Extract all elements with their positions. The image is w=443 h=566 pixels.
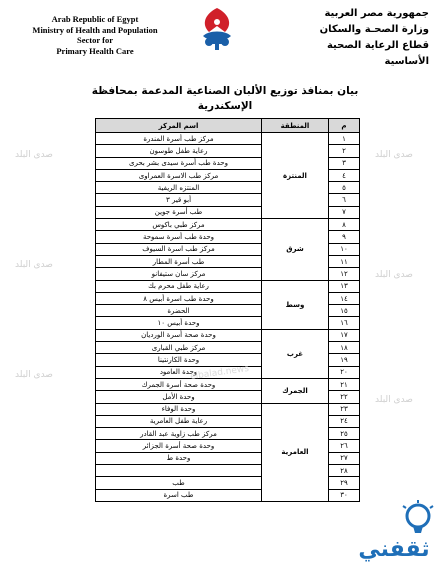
row-number-cell: ٢٦ — [329, 440, 360, 452]
center-name-cell: مركز سان ستيفانو — [96, 268, 262, 280]
row-number-cell: ١٣ — [329, 280, 360, 292]
center-name-cell: وحدة صحة أسرة الورديان — [96, 329, 262, 341]
header-region: المنطقة — [262, 119, 329, 133]
ministry-ar-line: وزارة الصحـة والسكان — [319, 24, 429, 35]
ministry-arabic-block — [289, 6, 429, 70]
center-name-cell: مركز طب زاوية عبد القادر — [96, 428, 262, 440]
row-number-cell: ٢٣ — [329, 403, 360, 415]
row-number-cell: ٢٢ — [329, 391, 360, 403]
region-cell: وسط — [262, 280, 329, 329]
document-header — [0, 0, 443, 82]
ministry-ar-line: قطاع الرعاية الصحية الأساسية — [326, 40, 429, 67]
table-row — [96, 378, 360, 390]
watermark-text: صدى البلد — [15, 370, 53, 380]
table-header-row — [96, 119, 360, 133]
center-name-cell: طب اسرة — [96, 489, 262, 501]
row-number-cell: ٢٧ — [329, 452, 360, 464]
row-number-cell: ٥ — [329, 182, 360, 194]
row-number-cell: ١ — [329, 133, 360, 145]
row-number-cell: ١٦ — [329, 317, 360, 329]
center-name-cell: وحدة صحة أسرة الجمرك — [96, 378, 262, 390]
row-number-cell: ١٥ — [329, 305, 360, 317]
center-name-cell: رعاية طفل محرم بك — [96, 280, 262, 292]
center-name-cell: وحدة الكارنتينا — [96, 354, 262, 366]
center-name-cell — [96, 465, 262, 477]
center-name-cell: طب أسرة جوين — [96, 206, 262, 218]
row-number-cell: ٢ — [329, 145, 360, 157]
watermark-text: صدى البلد — [375, 150, 413, 160]
center-name-cell: وحدة الوفاء — [96, 403, 262, 415]
center-name-cell: الحضرة — [96, 305, 262, 317]
center-name-cell: مركز طب أسرة المندرة — [96, 133, 262, 145]
center-name-cell: مركز طبي القبارى — [96, 342, 262, 354]
row-number-cell: ١٢ — [329, 268, 360, 280]
row-number-cell: ١١ — [329, 255, 360, 267]
distribution-table — [95, 118, 360, 502]
title-line: الإسكندرية — [197, 100, 253, 112]
ministry-en-line: Sector for — [77, 35, 113, 45]
center-name-cell: أبو قير ٣ — [96, 194, 262, 206]
center-name-cell: رعاية طفل طوسون — [96, 145, 262, 157]
center-name-cell: رعاية طفل العامرية — [96, 415, 262, 427]
thaqafni-brand-logo — [346, 500, 442, 566]
header-num: م — [329, 119, 360, 133]
center-name-cell: وحدة ط — [96, 452, 262, 464]
table-row — [96, 329, 360, 341]
row-number-cell: ٢٥ — [329, 428, 360, 440]
table-row — [96, 133, 360, 145]
table-row — [96, 403, 360, 415]
center-name-cell: مركز طب الاسرة العمراوى — [96, 169, 262, 181]
ministry-english-block — [10, 14, 180, 56]
brand-text: ثقفني — [358, 537, 430, 562]
watermark-text: صدى البلد — [15, 260, 53, 270]
region-cell: غرب — [262, 329, 329, 378]
center-name-cell: وحدة أبيس ١٠ — [96, 317, 262, 329]
row-number-cell: ١٩ — [329, 354, 360, 366]
row-number-cell: ٣ — [329, 157, 360, 169]
ministry-en-line: Primary Health Care — [56, 45, 134, 56]
table-row — [96, 219, 360, 231]
title-line: بيان بمنافذ توزيع الألبان الصناعية المدعمة بمحافظة — [91, 85, 359, 97]
center-name-cell: طب أسرة المطار — [96, 255, 262, 267]
ministry-en-line: Ministry of Health and Population — [32, 24, 158, 35]
ministry-logo-icon — [195, 6, 239, 56]
center-name-cell: وحدة الأمل — [96, 391, 262, 403]
row-number-cell: ٦ — [329, 194, 360, 206]
region-cell: شرق — [262, 219, 329, 280]
center-name-cell: وحدة طب أسرة سيدى بشر بحرى — [96, 157, 262, 169]
row-number-cell: ٤ — [329, 169, 360, 181]
row-number-cell: ٣٠ — [329, 489, 360, 501]
center-name-cell: طب — [96, 477, 262, 489]
center-name-cell: مركز طب اسرة السيوف — [96, 243, 262, 255]
table-row — [96, 280, 360, 292]
row-number-cell: ٨ — [329, 219, 360, 231]
row-number-cell: ٧ — [329, 206, 360, 218]
header-name: اسم المركز — [96, 119, 262, 133]
region-cell: العامرية — [262, 403, 329, 501]
watermark-text: صدى البلد — [375, 395, 413, 405]
ministry-ar-line: جمهورية مصر العربية — [324, 8, 429, 19]
row-number-cell: ٢١ — [329, 378, 360, 390]
center-name-cell: وحدة صحة أسرة الجزائر — [96, 440, 262, 452]
row-number-cell: ٩ — [329, 231, 360, 243]
row-number-cell: ١٨ — [329, 342, 360, 354]
watermark-text: صدى البلد — [15, 150, 53, 160]
row-number-cell: ١٤ — [329, 292, 360, 304]
region-cell: الجمرك — [262, 378, 329, 403]
center-name-cell: وحدة طب اسرة أبيس ٨ — [96, 292, 262, 304]
ministry-en-line: Arab Republic of Egypt — [51, 14, 139, 24]
row-number-cell: ٢٠ — [329, 366, 360, 378]
row-number-cell: ١٠ — [329, 243, 360, 255]
watermark-site: elbalad.news — [189, 363, 250, 383]
center-name-cell: المنتزه الريفية — [96, 182, 262, 194]
document-title — [90, 84, 360, 114]
center-name-cell: وحدة العامود — [96, 366, 262, 378]
row-number-cell: ٢٤ — [329, 415, 360, 427]
watermark-text: صدى البلد — [375, 270, 413, 280]
center-name-cell: وحدة طب أسرة سموحة — [96, 231, 262, 243]
region-cell: المنتزة — [262, 133, 329, 219]
row-number-cell: ١٧ — [329, 329, 360, 341]
row-number-cell: ٢٩ — [329, 477, 360, 489]
row-number-cell: ٢٨ — [329, 465, 360, 477]
center-name-cell: مركز طبي باكوس — [96, 219, 262, 231]
